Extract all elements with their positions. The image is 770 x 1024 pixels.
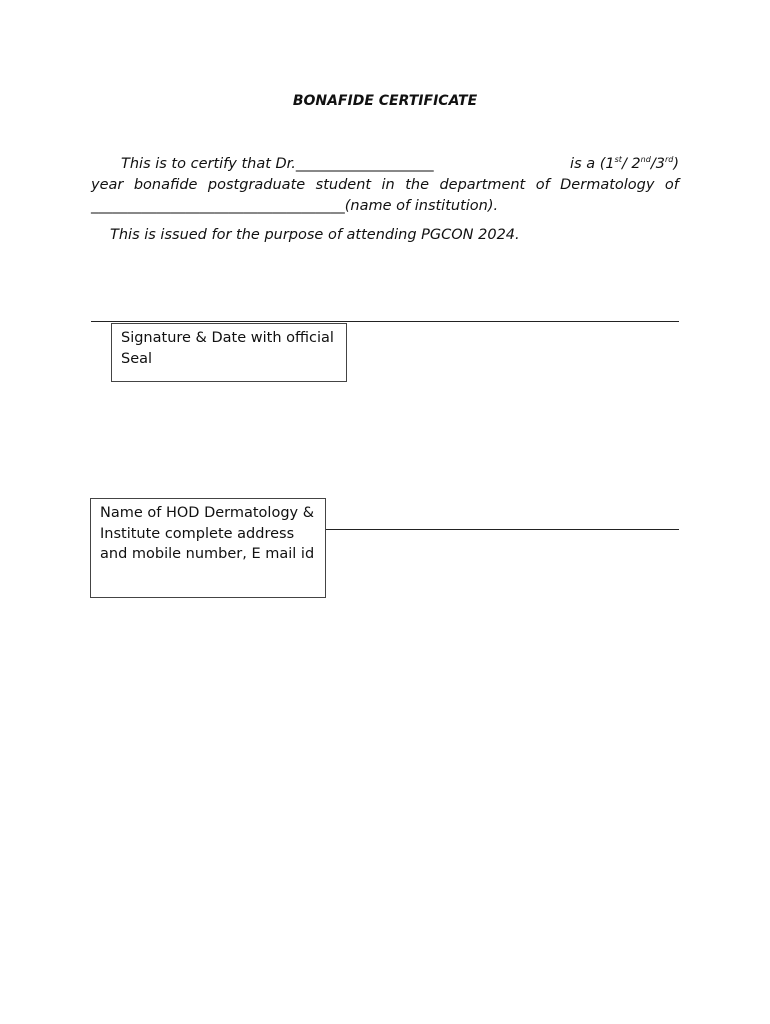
year-prefix: is a (1	[570, 156, 615, 172]
sup-first: st	[614, 155, 622, 164]
signature-box: Signature & Date with official Seal	[111, 323, 347, 382]
student-line-word: of	[664, 177, 679, 193]
sup-third: rd	[664, 155, 674, 164]
year-suffix: )	[673, 156, 679, 172]
institution-blank: ___________________________________	[91, 198, 345, 214]
student-line-word: in	[381, 177, 395, 193]
institution-label: (name of institution).	[344, 198, 499, 214]
hod-rule	[325, 529, 679, 530]
year-sep-2: /3	[650, 156, 665, 172]
institution-line	[91, 196, 498, 217]
purpose-statement: This is issued for the purpose of attending PGCON 2024.	[110, 227, 520, 243]
certify-line	[121, 154, 434, 175]
student-line-word: the	[405, 177, 429, 193]
certificate-title: BONAFIDE CERTIFICATE	[292, 93, 478, 109]
year-sep-1: / 2	[621, 156, 641, 172]
sup-second: nd	[640, 155, 651, 164]
student-line-word: department	[439, 177, 526, 193]
name-blank: ___________________	[295, 156, 434, 172]
student-line-word: bonafide	[133, 177, 198, 193]
student-line	[91, 175, 679, 196]
student-line-word: Dermatology	[560, 177, 655, 193]
student-line-word: of	[535, 177, 550, 193]
year-selection	[570, 154, 679, 175]
signature-rule	[91, 321, 679, 322]
student-line-word: postgraduate	[207, 177, 306, 193]
student-line-word: student	[315, 177, 372, 193]
student-line-word: year	[91, 177, 124, 193]
certify-prefix: This is to certify that Dr.	[121, 156, 296, 172]
hod-details-box: Name of HOD Dermatology & Institute complete address and mobile number, E mail id	[90, 498, 326, 598]
